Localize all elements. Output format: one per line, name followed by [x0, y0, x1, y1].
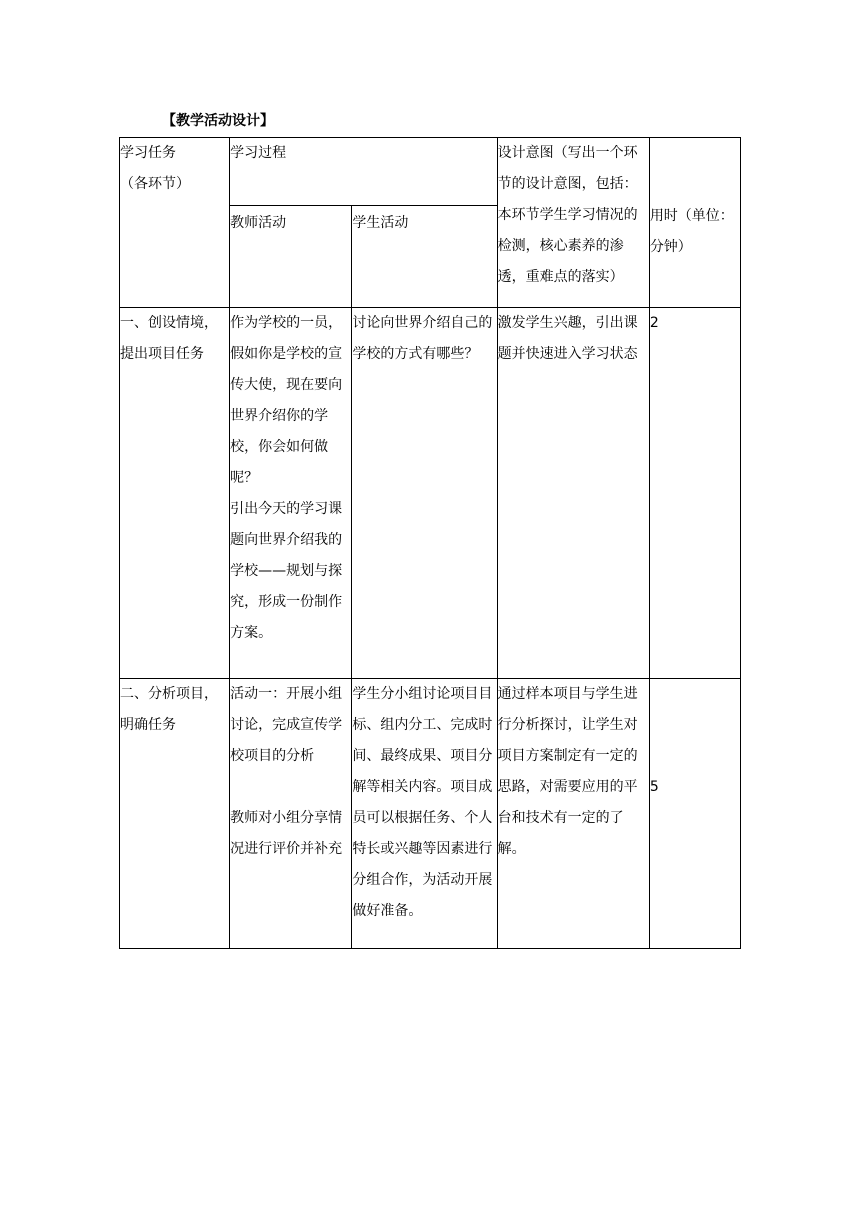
row2-student-cell	[352, 679, 497, 949]
header-intent-cell	[497, 138, 649, 308]
row2-task-cell	[120, 679, 230, 949]
row2-teacher-a: 活动一：开展小组讨论，完成宣传学校项目的分析	[230, 686, 343, 764]
header-task-cell	[120, 138, 230, 308]
row2-teacher-cell	[230, 679, 352, 949]
row1-student-cell	[352, 308, 497, 679]
row2-time: 5	[649, 779, 659, 795]
table-row	[120, 308, 741, 679]
row2-student: 学生分小组讨论项目目标、组内分工、完成时间、最终成果、项目分解等相关内容。项目成员可以根据任务、个人特长或兴趣等因素进行分组合作，为活动开展做好准备。	[352, 686, 493, 919]
header-time-label: 用时（单位：分钟）	[649, 208, 734, 255]
row1-teacher: 作为学校的一员，假如你是学校的宣传大使，现在要向世界介绍你的学校，你会如何做呢？ 引出今天的学习课题向世界介绍我的学校——规划与探究，形成一份制作方案。	[230, 315, 343, 641]
header-time-cell	[649, 138, 740, 308]
row2-intent: 通过样本项目与学生进行分析探讨，让学生对项目方案制定有一定的思路，对需要应用的平台和技术有一定的了解。	[497, 686, 638, 857]
section-title: 【教学活动设计】	[162, 113, 274, 129]
row2-teacher-gap	[230, 772, 351, 803]
row1-time: 2	[649, 315, 659, 331]
header-process-cell	[230, 138, 497, 206]
header-teacher-label: 教师活动	[230, 215, 287, 231]
row1-time-cell	[649, 308, 740, 679]
activity-design-table	[119, 137, 741, 949]
header-process-label: 学习过程	[230, 145, 287, 161]
row2-teacher-b: 教师对小组分享情况进行评价并补充	[230, 810, 343, 857]
row1-intent-cell	[497, 308, 649, 679]
header-teacher-cell	[230, 206, 352, 308]
header-intent-label: 设计意图（写出一个环节的设计意图，包括：本环节学生学习情况的检测，核心素养的渗透，重难点的落实）	[497, 145, 638, 285]
header-row-main	[120, 138, 741, 206]
header-student-cell	[352, 206, 497, 308]
row2-task: 二、分析项目，明确任务	[120, 686, 218, 733]
header-student-label: 学生活动	[352, 215, 409, 231]
row1-task: 一、创设情境，提出项目任务	[120, 315, 218, 362]
header-task-label: 学习任务 （各环节）	[120, 145, 190, 192]
row1-teacher-cell	[230, 308, 352, 679]
row2-intent-cell	[497, 679, 649, 949]
row2-time-cell	[649, 679, 740, 949]
row1-student: 讨论向世界介绍自己的学校的方式有哪些？	[352, 315, 493, 362]
row1-task-cell	[120, 308, 230, 679]
table-row	[120, 679, 741, 949]
row1-intent: 激发学生兴趣，引出课题并快速进入学习状态	[497, 315, 638, 362]
